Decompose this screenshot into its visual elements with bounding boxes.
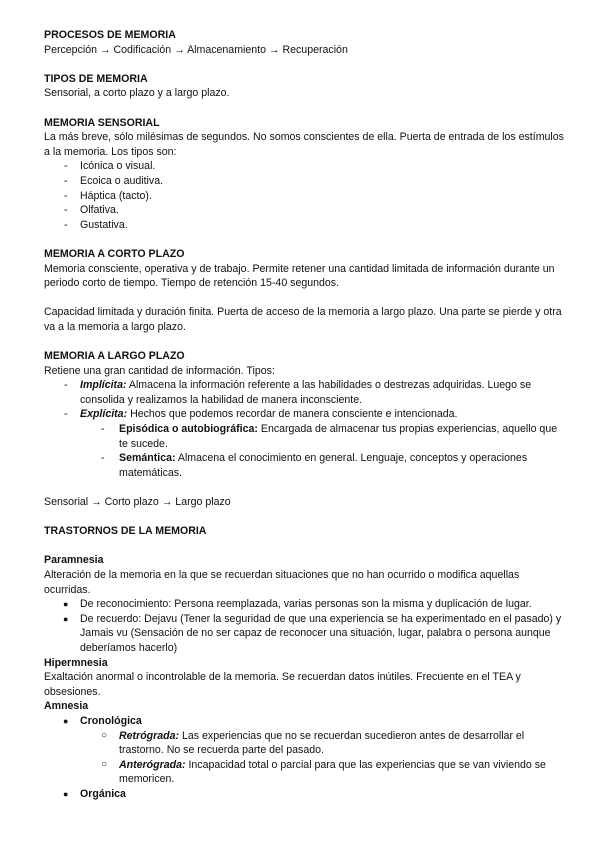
- paramnesia-text: Alteración de la memoria en la que se recuerdan situaciones que no han ocurrido o modifica aquellas ocurridas.: [44, 568, 520, 596]
- corto-text-1: Memoria consciente, operativa y de trabajo. Permite retener una cantidad limitada de información durante un periodo corto de tiempo. Tiempo de retención 15-40 segundos.: [44, 262, 555, 290]
- list-item-semantica: [44, 451, 564, 480]
- list-item: - Ecoica o auditiva.: [44, 174, 564, 189]
- heading-corto: MEMORIA A CORTO PLAZO: [44, 247, 185, 260]
- heading-amnesia: Amnesia: [44, 700, 89, 713]
- heading-hipermnesia: Hipermnesia: [44, 656, 108, 669]
- heading-sensorial: MEMORIA SENSORIAL: [44, 116, 160, 129]
- implicita-label: Implícita:: [80, 379, 127, 392]
- tipos-text: Sensorial, a corto plazo y a largo plazo.: [44, 87, 230, 100]
- sensorial-list: [44, 159, 564, 232]
- cronologica-sublist: [44, 729, 564, 787]
- episodica-text: Encargada de almacenar tus propias experiencias, aquello que te sucede.: [119, 423, 558, 450]
- retrograda-label: Retrógrada:: [119, 729, 180, 742]
- amnesia-list: [44, 714, 564, 729]
- explicita-label: Explícita:: [80, 408, 128, 421]
- list-item-cronologica: ● Cronológica: [44, 714, 564, 729]
- list-item: ● De reconocimiento: Persona reemplazada, varias personas son la misma y duplicación de lugar.: [44, 597, 564, 612]
- explicita-text: Hechos que podemos recordar de manera consciente e intencionada.: [130, 408, 458, 421]
- list-item-implicita: [44, 378, 564, 407]
- list-item-organica: ● Orgánica: [44, 787, 564, 802]
- list-item: ● De recuerdo: Dejavu (Tener la seguridad de que una experiencia se ha experimentado en el pasado) y Jamais vu (Sensación de no ser capaz de reconocer una situación, lugar, palabra o persona aunque deberíamos hacerlo): [44, 612, 564, 656]
- largo-text: Retiene una gran cantidad de información. Tipos:: [44, 364, 275, 377]
- largo-list: [44, 378, 564, 422]
- list-item: - Gustativa.: [44, 218, 564, 233]
- list-item-retrograda: [44, 729, 564, 758]
- anterograda-text: Incapacidad total o parcial para que las experiencias que se van viviendo se memoricen.: [119, 758, 546, 786]
- sensorial-text: La más breve, sólo milésimas de segundos. No somos conscientes de ella. Puerta de entrada de los estímulos a la memoria. Los tipos son:: [44, 131, 564, 158]
- procesos-text: Percepción → Codificación → Almacenamiento → Recuperación: [44, 43, 348, 56]
- semantica-text: Almacena el conocimiento en general. Lenguaje, conceptos y operaciones matemáticas.: [119, 452, 528, 479]
- list-item: - Háptica (tacto).: [44, 189, 564, 204]
- list-item-anterograda: [44, 758, 564, 787]
- list-item: - Icónica o visual.: [44, 159, 564, 174]
- retrograda-text: Las experiencias que no se recuerdan sucedieron antes de desarrollar el trastorno. No se recuerda parte del pasado.: [119, 729, 525, 757]
- corto-text-2: Capacidad limitada y duración finita. Puerta de acceso de la memoria a largo plazo. Una parte se pierde y otra va a la memoria a largo plazo.: [44, 306, 562, 333]
- hipermnesia-text: Exaltación anormal o incontrolable de la memoria. Se recuerdan datos inútiles. Frecuente en el TEA y obsesiones.: [44, 671, 521, 698]
- heading-procesos: PROCESOS DE MEMORIA: [44, 29, 176, 41]
- heading-paramnesia: Paramnesia: [44, 554, 104, 567]
- explicita-sublist: [44, 422, 564, 480]
- list-item-episodica: [44, 422, 564, 451]
- heading-tipos: TIPOS DE MEMORIA: [44, 72, 148, 85]
- list-item-explicita: [44, 407, 564, 422]
- paramnesia-list: [44, 597, 564, 655]
- episodica-label: Episódica o autobiográfica:: [119, 423, 258, 436]
- anterograda-label: Anterógrada:: [119, 758, 186, 771]
- heading-trastornos: TRASTORNOS DE LA MEMORIA: [44, 525, 207, 538]
- memory-flow-text: Sensorial → Corto plazo → Largo plazo: [44, 496, 231, 508]
- heading-largo: MEMORIA A LARGO PLAZO: [44, 350, 185, 363]
- implicita-text: Almacena la información referente a las habilidades o destrezas adquiridas. Luego se consolida y realizamos la habilidad de manera inconsciente.: [80, 379, 532, 406]
- semantica-label: Semántica:: [119, 452, 176, 465]
- amnesia-list-2: [44, 787, 564, 802]
- list-item: - Olfativa.: [44, 203, 564, 218]
